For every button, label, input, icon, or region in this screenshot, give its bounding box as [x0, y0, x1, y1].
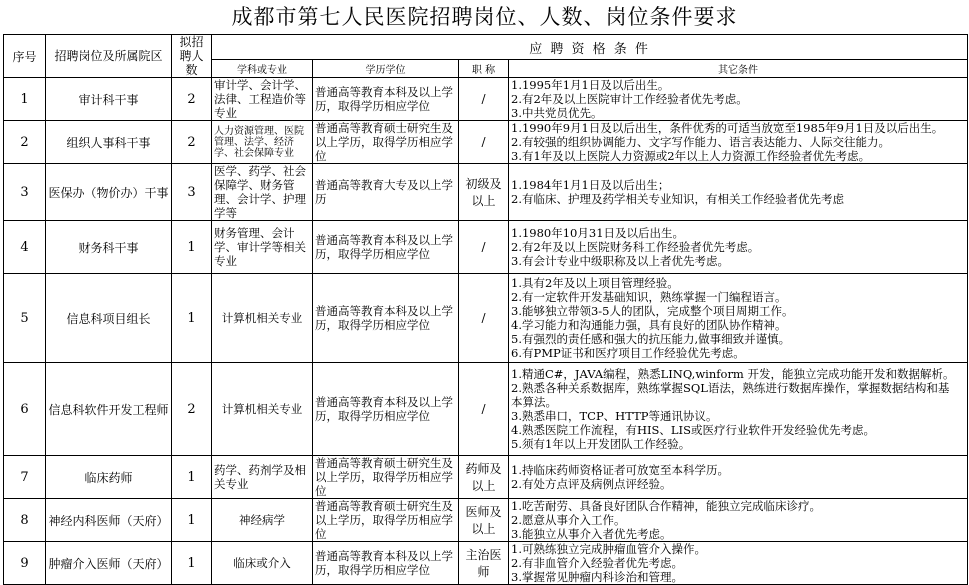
- conditions-cell: [509, 542, 968, 585]
- condition-line: 1.1995年1月1日及以后出生。: [511, 78, 670, 92]
- seq-cell: 2: [4, 121, 46, 164]
- education-cell: 普通高等教育本科及以上学历，取得学历相应学位: [313, 274, 459, 363]
- count-cell: 1: [172, 221, 212, 274]
- education-cell: 普通高等教育硕士研究生及以上学历，取得学历相应学位: [313, 456, 459, 499]
- major-cell: 人力资源管理、医院管理、法学、经济学、社会保障专业: [212, 121, 313, 164]
- major-cell: 医学、药学、社会保障学、财务管理、会计学、护理学等: [212, 164, 313, 221]
- condition-line: 2.有处方点评及病例点评经验。: [511, 477, 672, 491]
- title-rank-cell: 主治医师: [459, 542, 509, 585]
- seq-cell: 8: [4, 499, 46, 542]
- condition-line: 1.吃苦耐劳、具备良好团队合作精神，能独立完成临床诊疗。: [511, 499, 821, 513]
- condition-line: 2.有临床、护理及药学相关专业知识，有相关工作经验者优先考虑: [511, 192, 844, 206]
- education-cell: 普通高等教育本科及以上学历，取得学历相应学位: [313, 542, 459, 585]
- condition-line: 2.有一定软件开发基础知识，熟练掌握一门编程语言。: [511, 290, 787, 304]
- condition-line: 3.有1年及以上医院人力资源或2年以上人力资源工作经验者优先考虑。: [511, 149, 871, 163]
- seq-cell: 6: [4, 363, 46, 456]
- major-cell: 神经病学: [212, 499, 313, 542]
- table-row: [4, 78, 968, 121]
- header-position: 招聘岗位及所属院区: [46, 35, 172, 78]
- conditions-cell: [509, 274, 968, 363]
- condition-line: 1.精通C#，JAVA编程，熟悉LINQ,winform 开发，能独立完成功能开发和数据解析。: [511, 367, 955, 381]
- condition-line: 2.有非血管介入经验者优先考虑。: [511, 556, 683, 570]
- major-cell: 审计学、会计学、法律、工程造价等专业: [212, 78, 313, 121]
- table-row: [4, 542, 968, 585]
- header-seq: 序号: [4, 35, 46, 78]
- condition-line: 1.1990年9月1日及以后出生，条件优秀的可适当放宽至1985年9月1日及以后出生。: [511, 121, 944, 135]
- condition-line: 1.具有2年及以上项目管理经验。: [511, 276, 679, 290]
- seq-cell: 7: [4, 456, 46, 499]
- education-cell: 普通高等教育本科及以上学历，取得学历相应学位: [313, 363, 459, 456]
- count-cell: 1: [172, 499, 212, 542]
- table-row: [4, 363, 968, 456]
- condition-line: 3.熟悉串口，TCP、HTTP等通讯协议。: [511, 409, 718, 423]
- condition-line: 本算法。: [511, 395, 557, 409]
- count-cell: 1: [172, 542, 212, 585]
- header-qualifications: 应 聘 资 格 条 件: [212, 35, 968, 60]
- title-rank-cell: 医师及以上: [459, 499, 509, 542]
- education-cell: 普通高等教育硕士研究生及以上学历，取得学历相应学位: [313, 499, 459, 542]
- count-cell: 2: [172, 363, 212, 456]
- condition-line: 3.掌握常见肿瘤内科诊治和管理。: [511, 570, 683, 584]
- position-cell: 审计科干事: [46, 78, 172, 121]
- seq-cell: 1: [4, 78, 46, 121]
- title-rank-cell: 初级及以上: [459, 164, 509, 221]
- education-cell: 普通高等教育大专及以上学历: [313, 164, 459, 221]
- seq-cell: 5: [4, 274, 46, 363]
- condition-line: 3.能独立从事介入者优先考虑。: [511, 527, 672, 541]
- condition-line: 3.有会计专业中级职称及以上者优先考虑。: [511, 254, 729, 268]
- condition-line: 1.1984年1月1日及以后出生；: [511, 178, 670, 192]
- major-cell: 计算机相关专业: [212, 363, 313, 456]
- condition-line: 2.有2年及以上医院财务科工作经验者优先考虑。: [511, 240, 760, 254]
- condition-line: 1.1980年10月31日及以后出生。: [511, 226, 685, 240]
- major-cell: 药学、药剂学及相关专业: [212, 456, 313, 499]
- condition-line: 1.可熟练独立完成肿瘤血管介入操作。: [511, 542, 706, 556]
- count-cell: 1: [172, 456, 212, 499]
- seq-cell: 9: [4, 542, 46, 585]
- title-rank-cell: /: [459, 121, 509, 164]
- condition-line: 2.愿意从事介入工作。: [511, 513, 626, 527]
- condition-line: 3.中共党员优先。: [511, 106, 603, 120]
- header-major: 学科或专业: [212, 60, 313, 78]
- header-count: 拟招聘人数: [172, 35, 212, 78]
- title-rank-cell: 药师及以上: [459, 456, 509, 499]
- condition-line: 2.熟悉各种关系数据库，熟练掌握SQL语法，熟练进行数据库操作，掌握数据结构和基: [511, 381, 950, 395]
- condition-line: 3.能够独立带领3-5人的团队，完成整个项目周期工作。: [511, 304, 794, 318]
- title-rank-cell: /: [459, 274, 509, 363]
- conditions-cell: [509, 78, 968, 121]
- seq-cell: 3: [4, 164, 46, 221]
- conditions-cell: [509, 456, 968, 499]
- title-rank-cell: /: [459, 363, 509, 456]
- position-cell: 肿瘤介入医师（天府）: [46, 542, 172, 585]
- condition-line: 2.有2年及以上医院审计工作经验者优先考虑。: [511, 92, 748, 106]
- major-cell: 财务管理、会计学、审计学等相关专业: [212, 221, 313, 274]
- count-cell: 2: [172, 78, 212, 121]
- position-cell: 信息科软件开发工程师: [46, 363, 172, 456]
- condition-line: 5.有强烈的责任感和强大的抗压能力,做事细致并谨慎。: [511, 332, 791, 346]
- count-cell: 2: [172, 121, 212, 164]
- header-other: 其它条件: [509, 60, 968, 78]
- table-row: [4, 456, 968, 499]
- position-cell: 神经内科医师（天府）: [46, 499, 172, 542]
- condition-line: 1.持临床药师资格证者可放宽至本科学历。: [511, 463, 729, 477]
- condition-line: 4.学习能力和沟通能力强，具有良好的团队协作精神。: [511, 318, 787, 332]
- conditions-cell: [509, 499, 968, 542]
- header-education: 学历学位: [313, 60, 459, 78]
- header-title-rank: 职 称: [459, 60, 509, 78]
- conditions-cell: [509, 121, 968, 164]
- table-row: [4, 121, 968, 164]
- education-cell: 普通高等教育硕士研究生及以上学历，取得学历相应学位: [313, 121, 459, 164]
- education-cell: 普通高等教育本科及以上学历，取得学历相应学位: [313, 221, 459, 274]
- education-cell: 普通高等教育本科及以上学历，取得学历相应学位: [313, 78, 459, 121]
- position-cell: 医保办（物价办）干事: [46, 164, 172, 221]
- condition-line: 4.熟悉医院工作流程，有HIS、LIS或医疗行业软件开发经验优先考虑。: [511, 423, 875, 437]
- position-cell: 信息科项目组长: [46, 274, 172, 363]
- conditions-cell: [509, 221, 968, 274]
- count-cell: 1: [172, 274, 212, 363]
- position-cell: 财务科干事: [46, 221, 172, 274]
- table-row: [4, 221, 968, 274]
- table-row: [4, 499, 968, 542]
- conditions-cell: [509, 363, 968, 456]
- table-row: [4, 164, 968, 221]
- title-rank-cell: /: [459, 78, 509, 121]
- condition-line: 5.须有1年以上开发团队工作经验。: [511, 437, 691, 451]
- table-row: [4, 274, 968, 363]
- title-rank-cell: /: [459, 221, 509, 274]
- position-cell: 组织人事科干事: [46, 121, 172, 164]
- seq-cell: 4: [4, 221, 46, 274]
- major-cell: 临床或介入: [212, 542, 313, 585]
- condition-line: 2.有较强的组织协调能力、文字写作能力、语言表达能力、人际交往能力。: [511, 135, 890, 149]
- major-cell: 计算机相关专业: [212, 274, 313, 363]
- count-cell: 3: [172, 164, 212, 221]
- recruitment-table: [3, 34, 968, 585]
- page-title: 成都市第七人民医院招聘岗位、人数、岗位条件要求: [231, 5, 738, 29]
- condition-line: 6.有PMP证书和医疗项目工作经验优先考虑。: [511, 346, 745, 360]
- position-cell: 临床药师: [46, 456, 172, 499]
- conditions-cell: [509, 164, 968, 221]
